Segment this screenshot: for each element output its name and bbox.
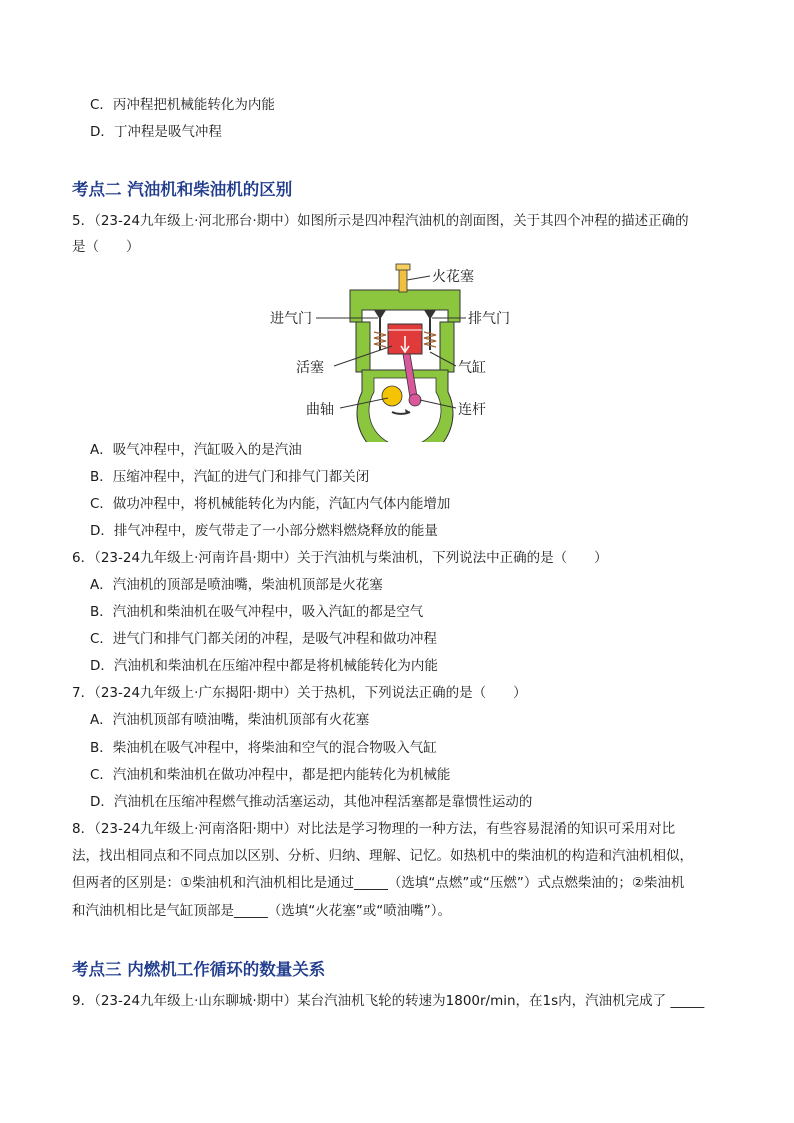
label-spark-plug: 火花塞 bbox=[432, 269, 474, 285]
question-7: 7．（23-24九年级上·广东揭阳·期中）关于热机，下列说法正确的是（ ） bbox=[72, 685, 527, 701]
question-5-line-2: 是（ ） bbox=[72, 239, 140, 255]
question-5-option-c: C．做功冲程中，将机械能转化为内能，汽缸内气体内能增加 bbox=[90, 496, 451, 512]
engine-diagram bbox=[270, 262, 530, 442]
question-8-line-2: 法，找出相同点和不同点加以区别、分析、归纳、理解、记忆。如热机中的柴油机的构造和汽油机相似， bbox=[72, 848, 693, 864]
question-7-option-a: A．汽油机顶部有喷油嘴，柴油机顶部有火花塞 bbox=[90, 712, 370, 728]
question-8-line-1: 8．（23-24九年级上·河南洛阳·期中）对比法是学习物理的一种方法，有些容易混淆的知识可采用对比 bbox=[72, 821, 676, 837]
crankshaft-shape bbox=[382, 386, 402, 406]
crankcase-inner bbox=[369, 378, 441, 442]
question-9: 9．（23-24九年级上·山东聊城·期中）某台汽油机飞轮的转速为1800r/min，在1s内，汽油机完成了 _____ bbox=[72, 993, 705, 1009]
question-5-option-b: B．压缩冲程中，汽缸的进气门和排气门都关闭 bbox=[90, 469, 370, 485]
question-5-option-a: A．吸气冲程中，汽缸吸入的是汽油 bbox=[90, 442, 302, 458]
label-intake-valve: 进气门 bbox=[270, 311, 312, 327]
cylinder-head bbox=[350, 290, 460, 322]
option-d-line: D．丁冲程是吸气冲程 bbox=[90, 124, 222, 140]
question-6-option-b: B．汽油机和柴油机在吸气冲程中，吸入汽缸的都是空气 bbox=[90, 604, 424, 620]
cylinder-wall-right bbox=[440, 322, 454, 372]
question-8-line-4: 和汽油机相比是气缸顶部是_____（选填“火花塞”或“喷油嘴”）。 bbox=[72, 903, 451, 919]
label-exhaust-valve: 排气门 bbox=[468, 311, 510, 327]
section-heading-2: 考点二 汽油机和柴油机的区别 bbox=[72, 180, 293, 199]
label-cylinder: 气缸 bbox=[458, 360, 486, 376]
question-5-option-d: D．排气冲程中，废气带走了一小部分燃料燃烧释放的能量 bbox=[90, 523, 438, 539]
question-8-line-3: 但两者的区别是：①柴油机和汽油机相比是通过_____（选填“点燃”或“压燃”）式点燃柴油的；②柴油机 bbox=[72, 875, 685, 891]
option-c-line: C．丙冲程把机械能转化为内能 bbox=[90, 97, 275, 113]
question-7-option-d: D．汽油机在压缩冲程燃气推动活塞运动，其他冲程活塞都是靠惯性运动的 bbox=[90, 794, 533, 810]
question-7-option-c: C．汽油机和柴油机在做功冲程中，都是把内能转化为机械能 bbox=[90, 767, 451, 783]
question-6-option-d: D．汽油机和柴油机在压缩冲程中都是将机械能转化为内能 bbox=[90, 658, 438, 674]
section-heading-3: 考点三 内燃机工作循环的数量关系 bbox=[72, 960, 326, 979]
cylinder-wall-left bbox=[356, 322, 370, 372]
question-6-option-c: C．进气门和排气门都关闭的冲程，是吸气冲程和做功冲程 bbox=[90, 631, 437, 647]
label-connecting-rod: 连杆 bbox=[458, 402, 486, 418]
question-7-option-b: B．柴油机在吸气冲程中，将柴油和空气的混合物吸入气缸 bbox=[90, 740, 437, 756]
label-piston: 活塞 bbox=[296, 360, 324, 376]
question-6-option-a: A．汽油机的顶部是喷油嘴，柴油机顶部是火花塞 bbox=[90, 577, 383, 593]
question-5-line-1: 5．（23-24九年级上·河北邢台·期中）如图所示是四冲程汽油机的剖面图，关于其四个冲程的描述正确的 bbox=[72, 213, 689, 229]
question-6: 6．（23-24九年级上·河南许昌·期中）关于汽油机与柴油机，下列说法中正确的是（ ） bbox=[72, 550, 608, 566]
label-crankshaft: 曲轴 bbox=[306, 402, 334, 418]
